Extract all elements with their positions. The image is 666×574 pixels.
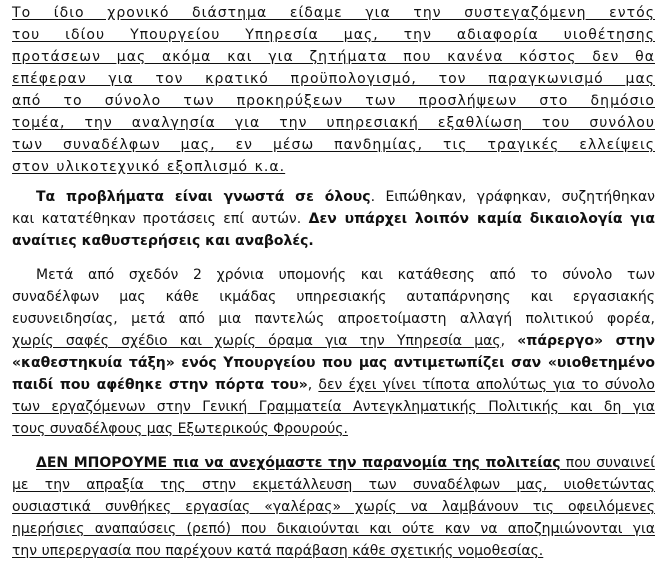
para4-underline-1: που συναινεί: [560, 455, 655, 471]
para3-line-1: Μετά από σχεδόν 2 χρόνια υπομονής και κατάθεσης από το σύνολο των: [36, 267, 655, 283]
para3-line-7: των εργαζόμενων στην Γενική Γραμματεία Αντεγκληματικής Πολιτικής και δη για: [12, 399, 655, 415]
para4-line-2: με την απραξία της στην εκμετάλλευση των συναδέλφων μας, υιοθετώντας: [12, 477, 655, 493]
para3-bold-1: «πάρεργο» στην: [517, 333, 655, 349]
para3-text-2: ,: [307, 377, 319, 393]
para2-line-2: [12, 208, 655, 230]
para1-line-6: τομέα, την αναλγησία για την υπηρεσιακή εξαθλίωση του συνόλου: [12, 115, 655, 131]
para4-line-4: ημερήσιες αναπαύσεις (ρεπό) που δικαιούνται και ούτε καν να αποζημιώνονται για: [12, 521, 655, 537]
para1-line-7: των συναδέλφων μας, εν μέσω πανδημίας, τις τραγικές ελλείψεις: [12, 137, 655, 153]
para4-line-5: την υπερεργασία που παρέχουν κατά παράβαση κάθε σχετικής νομοθεσίας.: [12, 543, 544, 559]
para1-line-3: προτάσεων μας ακόμα και για ζητήματα που κανένα κόστος δεν θα: [12, 49, 655, 65]
para4-line-1: [36, 452, 655, 474]
para2-line-3: αναίτιες καθυστερήσεις και αναβολές.: [12, 233, 314, 249]
para1-line-1: Το ίδιο χρονικό διάστημα είδαμε για την συστεγαζόμενη εντός: [12, 5, 655, 21]
para1-line-8: στον υλικοτεχνικό εξοπλισμό κ.α.: [12, 159, 286, 175]
para3-underline-1: χωρίς σαφές σχέδιο και χωρίς όραμα για την Υπηρεσία μας: [12, 333, 501, 349]
para2-text-2: και κατατέθηκαν προτάσεις επί αυτών.: [12, 211, 309, 227]
para2-text-1: . Ειπώθηκαν, γράφηκαν, συζητήθηκαν: [370, 189, 655, 205]
para3-text-1: ,: [500, 333, 518, 349]
para3-line-6: [12, 374, 655, 396]
para4-bold-underline: ΔΕΝ ΜΠΟΡΟΥΜΕ πια να ανεχόμαστε την παρανομία της πολιτείας: [36, 455, 561, 471]
para3-line-2: συναδέλφων μας κάθε ικμάδας υπηρεσιακής αυταπάρνησης και εργασιακής: [12, 289, 655, 305]
para1-line-5: από το σύνολο των προκηρύξεων των προσλήψεων στο δημόσιο: [12, 93, 655, 109]
para2-bold-1: Τα προβλήματα είναι γνωστά σε όλους: [36, 189, 371, 205]
para1-line-4: επέφεραν για τον κρατικό προϋπολογισμό, τον παραγκωνισμό μας: [12, 71, 655, 87]
para4-line-3: ουσιαστικά συνθήκες εργασίας «γαλέρας» χωρίς να λαμβάνουν τις οφειλόμενες: [12, 499, 655, 515]
para3-line-5: «καθεστηκυία τάξη» ενός Υπουργείου που μας αντιμετωπίζει σαν «υιοθετημένο: [12, 355, 655, 371]
para3-line-8: τους συναδέλφους μας Εξωτερικούς Φρουρούς.: [12, 421, 348, 437]
para3-bold-2: παιδί που αφέθηκε στην πόρτα του»: [12, 377, 308, 393]
para3-line-4: [12, 330, 655, 352]
para3-line-3: ευσυνειδησίας, μετά από μια παντελώς απροετοίμαστη αλλαγή πολιτικού φορέα,: [12, 311, 655, 327]
para1-line-2: του ιδίου Υπουργείου Υπηρεσία μας, την αδιαφορία υιοθέτησης: [12, 27, 655, 43]
para2-bold-2: Δεν υπάρχει λοιπόν καμία δικαιολογία για: [308, 211, 655, 227]
para3-underline-2: δεν έχει γίνει τίποτα απολύτως για το σύνολο: [318, 377, 655, 393]
para2-line-1: [36, 186, 655, 208]
